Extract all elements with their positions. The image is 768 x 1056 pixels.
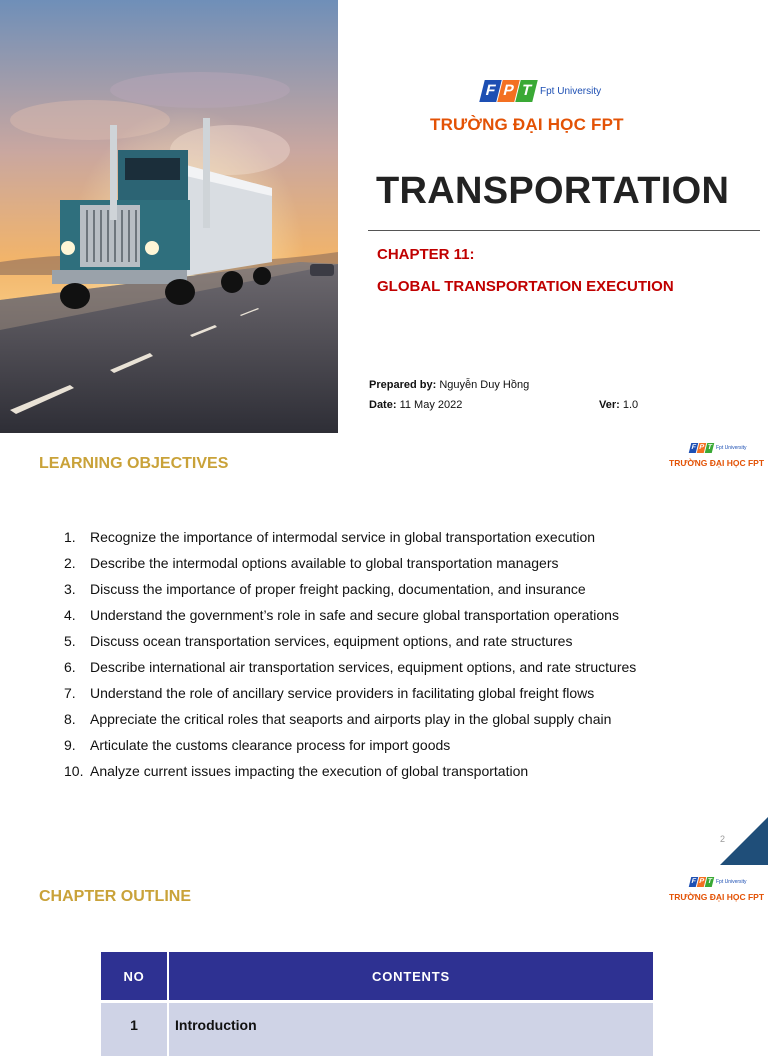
title-divider [368, 230, 760, 231]
page-number: 2 [720, 834, 726, 844]
list-item: 9. Articulate the customs clearance process for import goods [64, 737, 451, 753]
objectives-heading: LEARNING OBJECTIVES [39, 455, 229, 472]
objectives-slide [0, 433, 768, 865]
logo-subtitle: Fpt University [716, 879, 747, 885]
logo-subtitle: Fpt University [716, 445, 747, 451]
fpt-tiles-icon: F P T [690, 444, 713, 451]
list-item: 4. Understand the government’s role in safe and secure global transportation operations [64, 607, 619, 623]
fpt-university-logo-small [668, 875, 764, 905]
presentation-title: TRANSPORTATION [376, 170, 730, 212]
chapter-number: CHAPTER 11: [377, 246, 475, 263]
objectives-list [64, 524, 704, 784]
date-label: Date: [369, 399, 397, 411]
version-label: Ver: [599, 399, 620, 411]
version-line [599, 399, 638, 411]
date-line [369, 399, 462, 411]
row-contents: Introduction [169, 1000, 653, 1056]
university-name: TRƯỜNG ĐẠI HỌC FPT [669, 892, 765, 902]
university-name: TRƯỜNG ĐẠI HỌC FPT [669, 458, 765, 468]
cover-slide [0, 0, 768, 433]
version-value: 1.0 [622, 399, 639, 411]
fpt-tiles-icon: F P T [482, 80, 536, 102]
fpt-tiles-icon: F P T [690, 878, 713, 885]
outline-slide [0, 865, 768, 1033]
list-item: 1. Recognize the importance of intermodal service in global transportation execution [64, 529, 596, 545]
list-item: 2. Describe the intermodal options available to global transportation managers [64, 555, 559, 571]
truck-highway-photo [0, 0, 338, 433]
column-header-no: NO [101, 952, 169, 1000]
row-number: 1 [101, 1000, 169, 1056]
fpt-university-logo-small [668, 441, 764, 471]
outline-table [101, 952, 653, 1056]
date-value: 11 May 2022 [399, 399, 463, 411]
list-item: 5. Discuss ocean transportation services, equipment options, and rate structures [64, 633, 573, 649]
corner-triangle-decoration [720, 817, 768, 865]
table-row [101, 1000, 653, 1056]
list-item: 7. Understand the role of ancillary service providers in facilitating global freight flows [64, 685, 595, 701]
list-item: 10. Analyze current issues impacting the execution of global transportation [64, 763, 529, 779]
column-header-contents: CONTENTS [169, 952, 653, 1000]
list-item: 8. Appreciate the critical roles that seaports and airports play in the global supply chain [64, 711, 612, 727]
list-item: 3. Discuss the importance of proper freight packing, documentation, and insurance [64, 581, 586, 597]
university-name: TRƯỜNG ĐẠI HỌC FPT [430, 115, 624, 134]
chapter-title: GLOBAL TRANSPORTATION EXECUTION [377, 278, 674, 295]
prepared-value: Nguyễn Duy Hồng [439, 379, 530, 391]
prepared-label: Prepared by: [369, 379, 437, 391]
table-header-row [101, 952, 653, 1000]
logo-subtitle: Fpt University [540, 86, 602, 97]
prepared-by [369, 379, 529, 391]
fpt-university-logo [428, 76, 660, 138]
list-item: 6. Describe international air transportation services, equipment options, and rate structures [64, 659, 637, 675]
outline-heading: CHAPTER OUTLINE [39, 888, 191, 905]
